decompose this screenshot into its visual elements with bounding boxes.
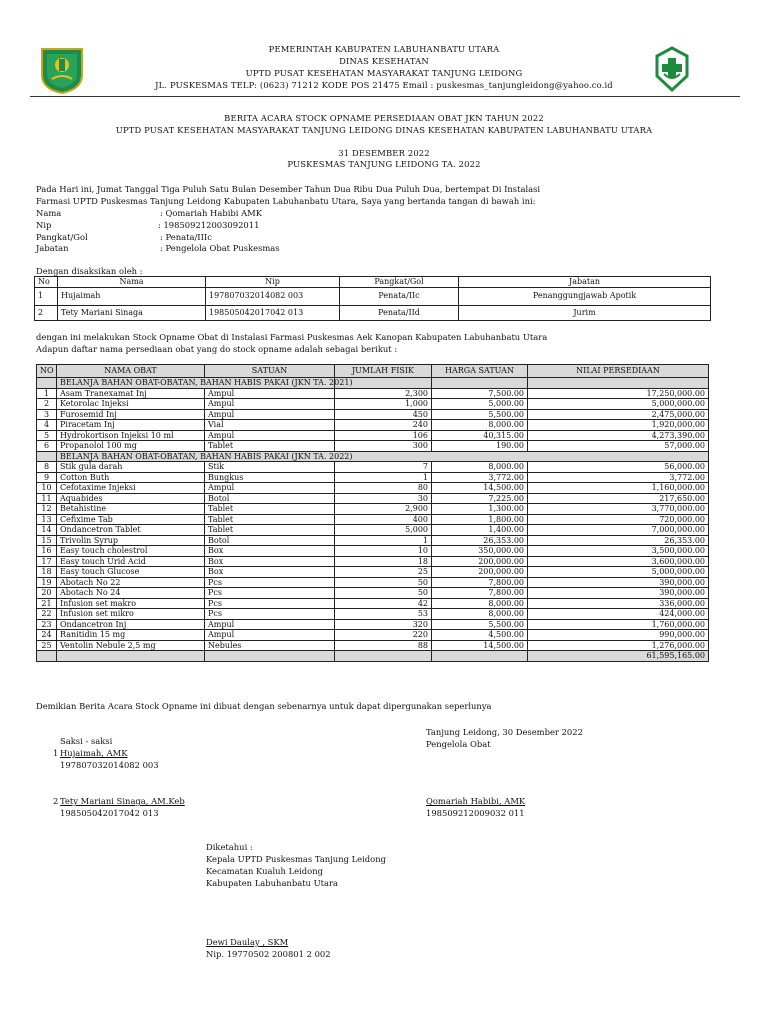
section-cell (432, 378, 528, 389)
stock-cell: 7,000,000.00 (528, 525, 709, 536)
stock-cell: Trivolin Syrup (57, 535, 205, 546)
stock-cell: 106 (335, 430, 432, 441)
stock-cell: Tablet (205, 441, 335, 452)
stock-cell: Pcs (205, 609, 335, 620)
stock-cell: 10 (37, 483, 57, 494)
table-row (35, 305, 711, 320)
table-row (37, 430, 709, 441)
witness-cell: 198505042017042 013 (206, 305, 340, 320)
stock-cell: 16 (37, 546, 57, 557)
stock-cell: Aquabides (57, 493, 205, 504)
saksi-label: Saksi - saksi (60, 736, 113, 746)
intro-paragraph-2: Farmasi UPTD Puskesmas Tanjung Leidong Kabupaten Labuhanbatu Utara, Saya yang bertanda tangan di bawah ini: (36, 196, 536, 206)
witness-1-name: Hujaimah, AMK (60, 748, 128, 758)
stock-cell: 3,770,000.00 (528, 504, 709, 515)
stock-cell: 7,500.00 (432, 388, 528, 399)
stock-cell: 5,000.00 (432, 399, 528, 410)
section-row-2022 (37, 451, 709, 462)
witness-table-header (35, 277, 711, 288)
stock-cell: 40,315.00 (432, 430, 528, 441)
stock-table-header (37, 365, 709, 378)
header-line-2: DINAS KESEHATAN (339, 56, 429, 66)
stock-cell: 4,273,390.00 (528, 430, 709, 441)
known-line-2: Kecamatan Kualuh Leidong (206, 866, 323, 876)
table-row (37, 640, 709, 651)
stock-cell: Infusion set mikro (57, 609, 205, 620)
stock-cell: 19 (37, 577, 57, 588)
field-label-nama: Nama (36, 208, 62, 218)
stock-cell: 5,000 (335, 525, 432, 536)
stock-cell: Pcs (205, 577, 335, 588)
stock-cell: 25 (335, 567, 432, 578)
stock-header-satuan: SATUAN (205, 365, 335, 378)
table-row (37, 388, 709, 399)
stock-cell: 53 (335, 609, 432, 620)
stock-cell: Ampul (205, 430, 335, 441)
stock-cell: Box (205, 567, 335, 578)
stock-cell: 320 (335, 619, 432, 630)
stock-cell: 17 (37, 556, 57, 567)
witness-header-nama: Nama (58, 277, 206, 288)
stock-cell: 5,000,000.00 (528, 399, 709, 410)
field-label-nip: Nip (36, 220, 52, 230)
stock-cell: 17,250,000.00 (528, 388, 709, 399)
stock-cell: Bungkus (205, 472, 335, 483)
stock-cell: 390,000.00 (528, 588, 709, 599)
stock-cell: 1,920,000.00 (528, 420, 709, 431)
stock-cell: Furosemid Inj (57, 409, 205, 420)
stock-cell: Ondancetron Tablet (57, 525, 205, 536)
stock-cell: 1,760,000.00 (528, 619, 709, 630)
stock-cell: 217,650.00 (528, 493, 709, 504)
stock-cell: 30 (335, 493, 432, 504)
stock-cell: 390,000.00 (528, 577, 709, 588)
stock-cell: Cefixime Tab (57, 514, 205, 525)
stock-cell: 88 (335, 640, 432, 651)
witness-cell: Hujaimah (58, 287, 206, 305)
stock-cell: 3,772.00 (432, 472, 528, 483)
stock-cell: Abotach No 22 (57, 577, 205, 588)
stock-cell: Abotach No 24 (57, 588, 205, 599)
stock-cell: Asam Tranexamat Inj (57, 388, 205, 399)
stock-cell: 2,300 (335, 388, 432, 399)
stock-cell: 8,000.00 (432, 462, 528, 473)
stock-cell: 5 (37, 430, 57, 441)
stock-cell: Ventolin Nebule 2,5 mg (57, 640, 205, 651)
stock-cell: 14,500.00 (432, 483, 528, 494)
field-value-nip: : 198509212003092011 (158, 220, 260, 230)
closing-statement: Demikian Berita Acara Stock Opname ini dibuat dengan sebenarnya untuk dapat dipergunakan seperlunya (36, 701, 492, 711)
stock-cell: Propanolol 100 mg (57, 441, 205, 452)
known-line-1: Kepala UPTD Puskesmas Tanjung Leidong (206, 854, 386, 864)
stock-cell: 4,500.00 (432, 630, 528, 641)
stock-cell: Ampul (205, 630, 335, 641)
witness-header-jabatan: Jabatan (459, 277, 711, 288)
stock-cell: 26,353.00 (432, 535, 528, 546)
witness-cell: Penata/IId (340, 305, 459, 320)
stock-cell: 25 (37, 640, 57, 651)
stock-cell: Infusion set makro (57, 598, 205, 609)
stock-cell: Pcs (205, 588, 335, 599)
stock-cell: 21 (37, 598, 57, 609)
stock-cell: Ondancetron Inj (57, 619, 205, 630)
stock-cell: 7,800.00 (432, 588, 528, 599)
stock-cell: Ampul (205, 399, 335, 410)
stock-cell: 13 (37, 514, 57, 525)
witness-cell: 1 (35, 287, 58, 305)
stock-cell: 3,500,000.00 (528, 546, 709, 557)
known-label: Diketahui : (206, 842, 253, 852)
stock-cell: 18 (37, 567, 57, 578)
table-row (37, 567, 709, 578)
stock-cell: 200,000.00 (432, 556, 528, 567)
section-cell (528, 378, 709, 389)
stock-cell: Stik gula darah (57, 462, 205, 473)
header-divider (30, 96, 740, 97)
table-row (37, 598, 709, 609)
stock-cell: Tablet (205, 504, 335, 515)
witness-cell: Tety Mariani Sinaga (58, 305, 206, 320)
witness-header-pangkat: Pangkat/Gol (340, 277, 459, 288)
stock-cell: 8,000.00 (432, 609, 528, 620)
stock-cell: 1 (335, 535, 432, 546)
officer-nip: 198509212009032 011 (426, 808, 525, 818)
stock-cell: 720,000.00 (528, 514, 709, 525)
stock-cell: Ketorolac Injeksi (57, 399, 205, 410)
table-row (37, 483, 709, 494)
section-cell (37, 451, 57, 462)
stock-cell: 14,500.00 (432, 640, 528, 651)
header-line-1: PEMERINTAH KABUPATEN LABUHANBATU UTARA (268, 44, 500, 54)
stock-cell: 300 (335, 441, 432, 452)
stock-cell: 26,353.00 (528, 535, 709, 546)
stock-cell: 200,000.00 (432, 567, 528, 578)
table-row (37, 472, 709, 483)
stock-cell: 336,000.00 (528, 598, 709, 609)
stock-cell: 18 (335, 556, 432, 567)
section-row-2021 (37, 378, 709, 389)
stock-header-no: NO (37, 365, 57, 378)
stock-cell: 7 (335, 462, 432, 473)
table-row (35, 287, 711, 305)
stock-cell: 1 (335, 472, 432, 483)
stock-cell: 350,000.00 (432, 546, 528, 557)
stock-cell: 3 (37, 409, 57, 420)
total-cell (205, 651, 335, 662)
stock-cell: Easy touch Glucose (57, 567, 205, 578)
stock-cell: Betahistine (57, 504, 205, 515)
stock-cell: 50 (335, 577, 432, 588)
stock-cell: 7,800.00 (432, 577, 528, 588)
witness-table (34, 276, 711, 321)
table-row (37, 619, 709, 630)
stock-cell: Botol (205, 535, 335, 546)
officer-name: Qomariah Habibi, AMK (426, 796, 526, 806)
stock-cell: Pcs (205, 598, 335, 609)
witness-1-nip: 197807032014082 003 (60, 760, 159, 770)
witness-1-number: 1 (53, 748, 59, 758)
stock-cell: Nebules (205, 640, 335, 651)
stock-cell: 8 (37, 462, 57, 473)
stock-cell: 5,500.00 (432, 619, 528, 630)
stock-cell: Piracetam Inj (57, 420, 205, 431)
section-title-2022: BELANJA BAHAN OBAT-OBATAN, BAHAN HABIS PAKAI (JKN TA. 2022) (57, 451, 709, 462)
stock-cell: 1,000 (335, 399, 432, 410)
title-place: PUSKESMAS TANJUNG LEIDONG TA. 2022 (287, 159, 481, 169)
stock-cell: 57,000.00 (528, 441, 709, 452)
table-row (37, 409, 709, 420)
stock-cell: Ampul (205, 619, 335, 630)
stock-cell: 50 (335, 588, 432, 599)
stock-cell: 5,000,000.00 (528, 567, 709, 578)
stock-cell: Box (205, 556, 335, 567)
stock-intro-1: dengan ini melakukan Stock Opname Obat di Instalasi Farmasi Puskesmas Aek Kanopan Kabupaten Labuhanbatu Utara (36, 332, 548, 342)
stock-cell: 220 (335, 630, 432, 641)
table-row (37, 420, 709, 431)
table-row (37, 535, 709, 546)
sign-place-date: Tanjung Leidong, 30 Desember 2022 (426, 727, 583, 737)
table-row (37, 525, 709, 536)
stock-cell: 9 (37, 472, 57, 483)
head-nip: Nip. 19770502 200801 2 002 (206, 949, 331, 959)
stock-cell: 990,000.00 (528, 630, 709, 641)
stock-cell: 240 (335, 420, 432, 431)
stock-cell: Cotton Buth (57, 472, 205, 483)
total-cell (57, 651, 205, 662)
stock-cell: 20 (37, 588, 57, 599)
table-row (37, 493, 709, 504)
head-name: Dewi Daulay , SKM (206, 937, 289, 947)
witness-cell: Jurim (459, 305, 711, 320)
stock-cell: Easy touch cholestrol (57, 546, 205, 557)
stock-cell: 4 (37, 420, 57, 431)
stock-cell: 424,000.00 (528, 609, 709, 620)
grand-total: 61,595,165.00 (528, 651, 709, 662)
intro-paragraph-1: Pada Hari ini, Jumat Tanggal Tiga Puluh Satu Bulan Desember Tahun Dua Ribu Dua Puluh Dua, bertempat Di Instalasi (36, 184, 541, 194)
stock-cell: 3,772.00 (528, 472, 709, 483)
witness-intro: Dengan disaksikan oleh : (36, 266, 143, 276)
stock-cell: Ranitidin 15 mg (57, 630, 205, 641)
stock-cell: 190.00 (432, 441, 528, 452)
stock-header-nama: NAMA OBAT (57, 365, 205, 378)
witness-cell: Penanggungjawab Apotik (459, 287, 711, 305)
stock-cell: 2 (37, 399, 57, 410)
title-line-2: UPTD PUSAT KESEHATAN MASYARAKAT TANJUNG LEIDONG DINAS KESEHATAN KABUPATEN LABUHANBATU UTARA (115, 125, 653, 135)
stock-cell: Tablet (205, 525, 335, 536)
field-value-nama: : Qomariah Habibi AMK (160, 208, 262, 218)
table-row (37, 588, 709, 599)
stock-cell: 23 (37, 619, 57, 630)
table-row (37, 514, 709, 525)
table-row (37, 630, 709, 641)
stock-cell: 5,500.00 (432, 409, 528, 420)
table-row (37, 556, 709, 567)
sign-role: Pengelola Obat (426, 739, 491, 749)
header-line-4: JL. PUSKESMAS TELP: (0623) 71212 KODE POS 21475 Email : puskesmas_tanjungleidong@yahoo.co.id (155, 80, 613, 90)
stock-cell: 1,800.00 (432, 514, 528, 525)
stock-cell: 7,225.00 (432, 493, 528, 504)
section-title-2021: BELANJA BAHAN OBAT-OBATAN, BAHAN HABIS PAKAI (JKN TA. 2021) (57, 378, 335, 389)
stock-cell: 1,276,000.00 (528, 640, 709, 651)
witness-header-no: No (35, 277, 58, 288)
stock-cell: 14 (37, 525, 57, 536)
stock-cell: Cefotaxime Injeksi (57, 483, 205, 494)
stock-cell: Botol (205, 493, 335, 504)
table-row (37, 399, 709, 410)
total-row (37, 651, 709, 662)
witness-2-nip: 198505042017042 013 (60, 808, 159, 818)
stock-cell: 80 (335, 483, 432, 494)
stock-cell: 1,300.00 (432, 504, 528, 515)
stock-cell: 400 (335, 514, 432, 525)
stock-cell: 10 (335, 546, 432, 557)
stock-cell: 24 (37, 630, 57, 641)
stock-cell: 42 (335, 598, 432, 609)
stock-cell: 450 (335, 409, 432, 420)
stock-cell: 1 (37, 388, 57, 399)
stock-cell: Hydrokortison Injeksi 10 ml (57, 430, 205, 441)
stock-cell: Easy touch Urid Acid (57, 556, 205, 567)
witness-2-number: 2 (53, 796, 59, 806)
stock-cell: 56,000.00 (528, 462, 709, 473)
stock-cell: 6 (37, 441, 57, 452)
stock-cell: 15 (37, 535, 57, 546)
title-date: 31 DESEMBER 2022 (338, 148, 430, 158)
stock-cell: 12 (37, 504, 57, 515)
stock-cell: Tablet (205, 514, 335, 525)
stock-cell: 3,600,000.00 (528, 556, 709, 567)
stock-cell: Box (205, 546, 335, 557)
table-row (37, 462, 709, 473)
table-row (37, 546, 709, 557)
title-line-1: BERITA ACARA STOCK OPNAME PERSEDIAAN OBAT JKN TAHUN 2022 (224, 113, 544, 123)
stock-cell: 8,000.00 (432, 420, 528, 431)
stock-cell: Vial (205, 420, 335, 431)
section-cell (37, 378, 57, 389)
witness-2-name: Tety Mariani Sinaga, AM.Keb (60, 796, 185, 806)
stock-header-jumlah: JUMLAH FISIK (335, 365, 432, 378)
stock-cell: 1,160,000.00 (528, 483, 709, 494)
stock-header-nilai: NILAI PERSEDIAAN (528, 365, 709, 378)
stock-header-harga: HARGA SATUAN (432, 365, 528, 378)
header-line-3: UPTD PUSAT KESEHATAN MASYARAKAT TANJUNG LEIDONG (245, 68, 523, 78)
stock-cell: Stik (205, 462, 335, 473)
total-cell (432, 651, 528, 662)
table-row (37, 577, 709, 588)
stock-cell: 2,900 (335, 504, 432, 515)
stock-cell: Ampul (205, 409, 335, 420)
stock-cell: Ampul (205, 483, 335, 494)
stock-cell: 8,000.00 (432, 598, 528, 609)
field-label-jabatan: Jabatan (36, 243, 69, 253)
stock-cell: 22 (37, 609, 57, 620)
stock-cell: 11 (37, 493, 57, 504)
witness-cell: 197807032014082 003 (206, 287, 340, 305)
stock-cell: 2,475,000.00 (528, 409, 709, 420)
witness-cell: 2 (35, 305, 58, 320)
stock-table (36, 364, 709, 662)
stock-cell: Ampul (205, 388, 335, 399)
total-cell (335, 651, 432, 662)
field-label-pangkat: Pangkat/Gol (36, 232, 88, 242)
table-row (37, 504, 709, 515)
table-row (37, 609, 709, 620)
stock-cell: 1,400.00 (432, 525, 528, 536)
field-value-jabatan: : Pengelola Obat Puskesmas (160, 243, 280, 253)
total-cell (37, 651, 57, 662)
field-value-pangkat: : Penata/IIIc (160, 232, 212, 242)
witness-cell: Penata/IIc (340, 287, 459, 305)
stock-intro-2: Adapun daftar nama persediaan obat yang do stock opname adalah sebagai berikut : (36, 344, 398, 354)
witness-header-nip: Nip (206, 277, 340, 288)
table-row (37, 441, 709, 452)
known-line-3: Kabupaten Labuhanbatu Utara (206, 878, 339, 888)
